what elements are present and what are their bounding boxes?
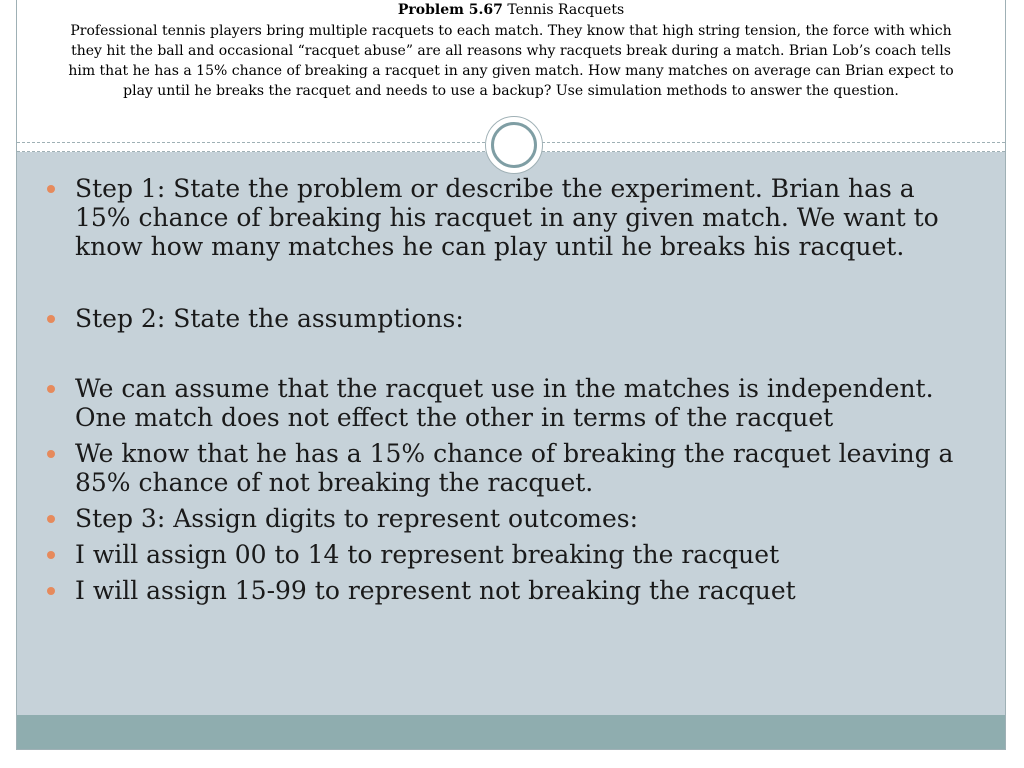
bullet-dot-icon: [47, 450, 55, 458]
bullet-item: [47, 374, 977, 432]
problem-text: Professional tennis players bring multiple racquets to each match. They know that high string tension, the force with which they hit the ball and occasional “racquet abuse” are all reasons why racquets break during a match. Brian Lob’s coach tells him that he has a 15% chance of breaking a racquet in any given match. How many matches on average can Brian expect to play until he breaks the racquet and needs to use a backup? Use simulation methods to answer the question.: [68, 23, 954, 99]
problem-title: Tennis Racquets: [507, 2, 625, 18]
bullet-item: [47, 504, 977, 533]
bullet-dot-icon: [47, 385, 55, 393]
slide: [16, 0, 1006, 750]
footer-band: [17, 715, 1005, 749]
bullet-dot-icon: [47, 551, 55, 559]
bullet-item: [47, 174, 977, 261]
bullet-text: We know that he has a 15% chance of breaking the racquet leaving a 85% chance of not breaking the racquet.: [75, 439, 954, 497]
bullet-text: Step 2: State the assumptions:: [75, 304, 464, 333]
bullet-text: I will assign 15-99 to represent not breaking the racquet: [75, 576, 796, 605]
bullet-dot-icon: [47, 587, 55, 595]
content-area: [17, 152, 1005, 715]
bullet-list: [47, 174, 977, 605]
bullet-text: Step 3: Assign digits to represent outcomes:: [75, 504, 639, 533]
bullet-item: [47, 576, 977, 605]
circle-ornament-icon: [485, 116, 543, 174]
bullet-item: [47, 439, 977, 497]
bullet-dot-icon: [47, 185, 55, 193]
bullet-item: [47, 304, 977, 333]
problem-number: Problem 5.67: [397, 2, 503, 18]
bullet-text: We can assume that the racquet use in the matches is independent. One match does not effect the other in terms of the racquet: [75, 374, 934, 432]
bullet-dot-icon: [47, 315, 55, 323]
bullet-text: Step 1: State the problem or describe the experiment. Brian has a 15% chance of breaking his racquet in any given match. We want to know how many matches he can play until he breaks his racquet.: [75, 174, 939, 261]
bullet-item: [47, 540, 977, 569]
bullet-text: I will assign 00 to 14 to represent breaking the racquet: [75, 540, 780, 569]
inner-ring-icon: [491, 122, 537, 168]
bullet-dot-icon: [47, 515, 55, 523]
problem-heading: [17, 2, 1005, 19]
